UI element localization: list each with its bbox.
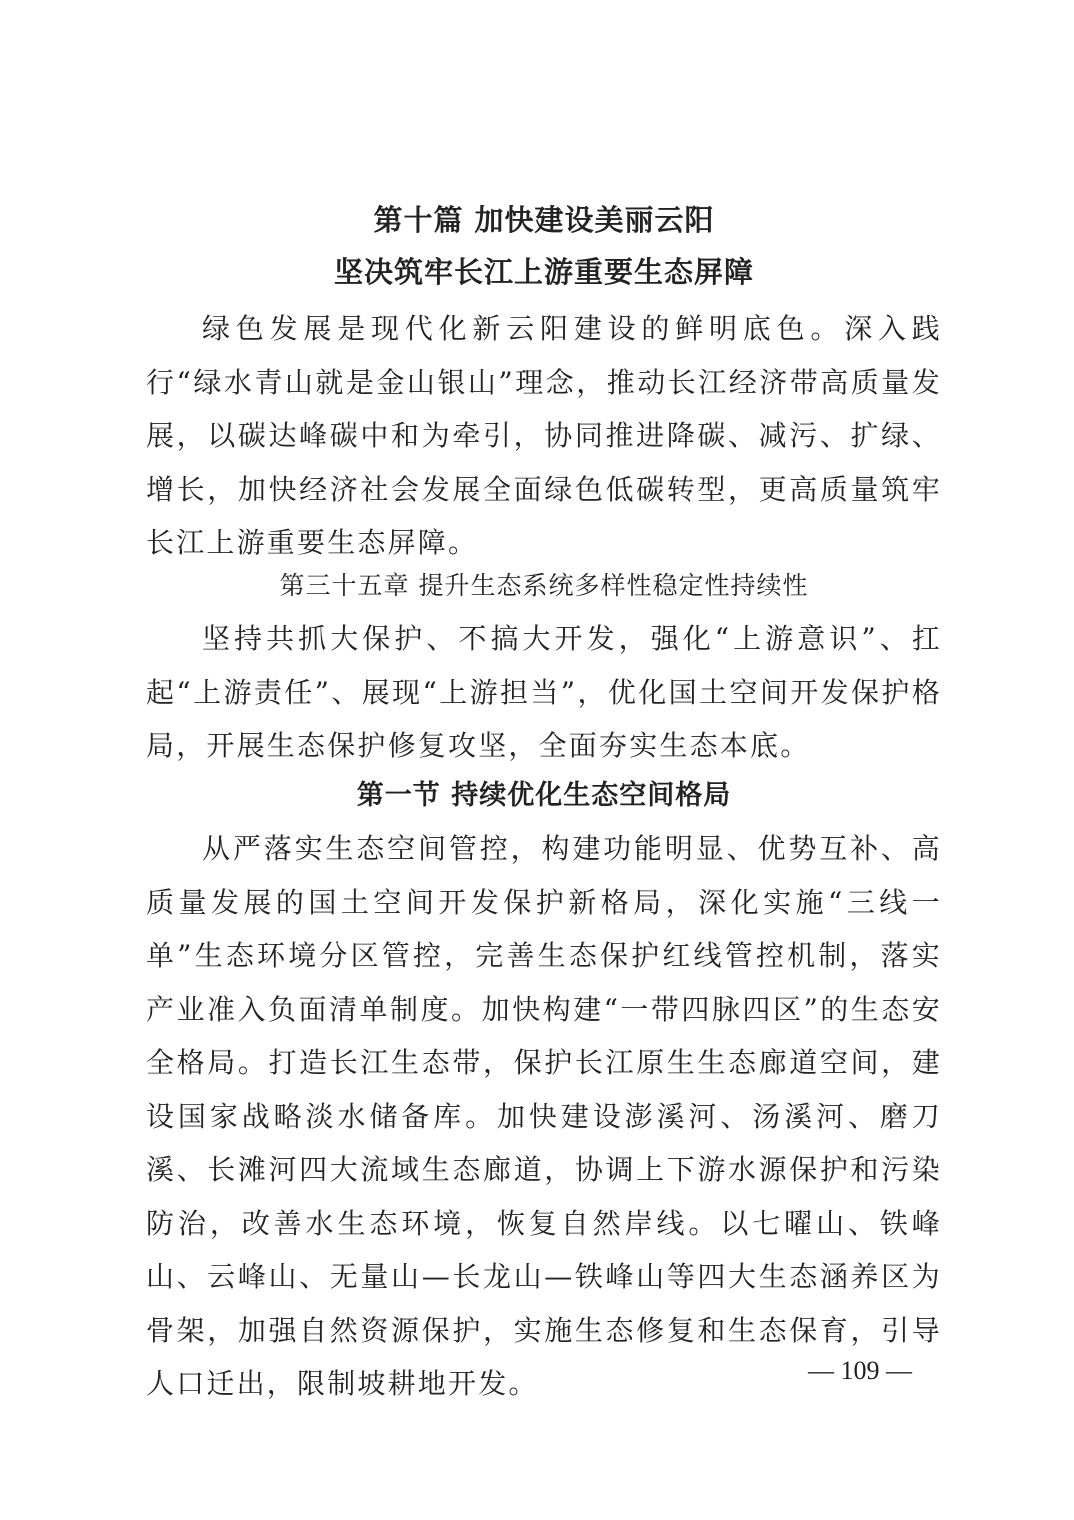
chapter-paragraph: 坚持共抓大保护、不搞大开发，强化“上游意识”、扛起“上游责任”、展现“上游担当”，优化国土空间开发保护格局，开展生态保护修复攻坚，全面夯实生态本底。 <box>146 622 942 762</box>
section-heading <box>146 770 942 822</box>
chapter-title: 第三十五章 提升生态系统多样性稳定性持续性 <box>279 571 809 600</box>
intro-section <box>146 302 942 570</box>
section-paragraph: 从严落实生态空间管控，构建功能明显、优势互补、高质量发展的国土空间开发保护新格局，深化实施“三线一单”生态环境分区管控，完善生态保护红线管控机制，落实产业准入负面清单制度。加快构建“一带四脉四区”的生态安全格局。打造长江生态带，保护长江原生生态廊道空间，建设国家战略淡水储备库。加快建设澎溪河、汤溪河、磨刀溪、长滩河四大流域生态廊道，协调上下游水源保护和污染防治，改善水生态环境，恢复自然岸线。以七曜山、铁峰山、云峰山、无量山—长龙山—铁峰山等四大生态涵养区为骨架，加强自然资源保护，实施生态修复和生态保育，引导人口迁出，限制坡耕地开发。 <box>146 832 942 1400</box>
part-title <box>146 194 942 298</box>
part-title-line-2: 坚决筑牢长江上游重要生态屏障 <box>333 255 754 289</box>
section-body <box>146 822 942 1411</box>
page-number: — 109 — <box>808 1356 912 1385</box>
section-title: 第一节 持续优化生态空间格局 <box>356 780 732 811</box>
chapter-heading <box>146 560 942 612</box>
chapter-section <box>146 612 942 773</box>
intro-paragraph: 绿色发展是现代化新云阳建设的鲜明底色。深入践行“绿水青山就是金山银山”理念，推动长江经济带高质量发展，以碳达峰碳中和为牵引，协同推进降碳、减污、扩绿、增长，加快经济社会发展全面绿色低碳转型，更高质量筑牢长江上游重要生态屏障。 <box>146 312 942 559</box>
part-title-line-1: 第十篇 加快建设美丽云阳 <box>373 203 715 237</box>
